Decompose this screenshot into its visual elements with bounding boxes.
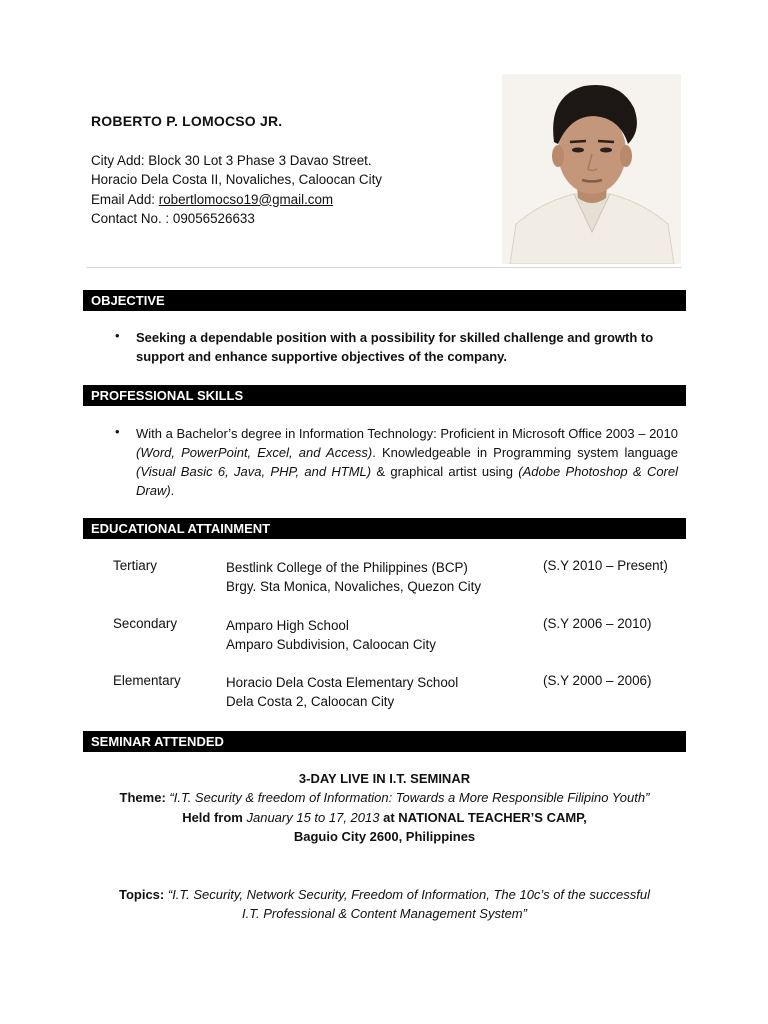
theme-text: “I.T. Security & freedom of Information: Towards a More Responsible Filipino Youth”: [169, 790, 650, 806]
topics-label: Topics:: [118, 887, 165, 902]
seminar-theme: [83, 788, 686, 807]
held-label: Held from: [182, 809, 247, 825]
edu-level-tertiary: Tertiary: [113, 558, 157, 573]
topics-line2: I.T. Professional & Content Management System”: [242, 906, 527, 922]
graphics-apps: (Adobe Photoshop & Corel Draw): [136, 464, 679, 498]
topics-line1: [83, 885, 686, 904]
office-apps: (Word, PowerPoint, Excel, and Access): [136, 445, 373, 460]
objective-text: Seeking a dependable position with a possibility for skilled challenge and growth to support and enhance supportive objectives of the company.: [136, 330, 654, 364]
edu-school-secondary: [226, 616, 436, 655]
seminar-topics: [83, 885, 686, 924]
held-dates: January 15 to 17, 2013: [246, 809, 380, 825]
held-at: at: [379, 809, 399, 825]
skills-text-3: & graphical artist using: [371, 464, 519, 479]
edu-school-tertiary: [226, 558, 481, 597]
seminar-details: [83, 769, 686, 846]
edu-level-elementary: Elementary: [113, 673, 181, 688]
profile-photo: [502, 74, 681, 264]
edu-level-secondary: Secondary: [113, 616, 178, 631]
objective-bullet: •: [115, 328, 120, 343]
edu-years-elementary: (S.Y 2000 – 2006): [543, 673, 652, 688]
theme-label: Theme:: [119, 790, 166, 806]
contact-number: Contact No. : 09056526633: [91, 210, 255, 226]
school-address: Dela Costa 2, Caloocan City: [226, 694, 395, 710]
seminar-title: 3-DAY LIVE IN I.T. SEMINAR: [298, 771, 471, 786]
topics-text-1: “I.T. Security, Network Security, Freedom of Information, The 10c’s of the successful: [167, 887, 651, 902]
skills-text-2: . Knowledgeable in Programming system language: [372, 445, 678, 460]
skills-text-4: .: [170, 483, 175, 498]
seminar-heading: SEMINAR ATTENDED: [83, 731, 686, 752]
school-name: Bestlink College of the Philippines (BCP): [226, 560, 468, 575]
edu-years-secondary: (S.Y 2006 – 2010): [543, 616, 652, 631]
email-line: [91, 190, 382, 209]
city-address-line2: Horacio Dela Costa II, Novaliches, Caloocan City: [91, 172, 382, 188]
school-name: Horacio Dela Costa Elementary School: [226, 675, 459, 690]
city-address: City Add: Block 30 Lot 3 Phase 3 Davao Street.: [91, 153, 372, 168]
header-divider: [86, 267, 682, 268]
email-link[interactable]: robertlomocso19@gmail.com: [158, 191, 334, 207]
programming-languages: (Visual Basic 6, Java, PHP, and HTML): [136, 464, 372, 479]
education-heading: EDUCATIONAL ATTAINMENT: [83, 518, 686, 539]
venue: NATIONAL TEACHER’S CAMP,: [398, 809, 587, 825]
school-address: Brgy. Sta Monica, Novaliches, Quezon City: [226, 579, 482, 595]
applicant-name: ROBERTO P. LOMOCSO JR.: [91, 113, 283, 129]
email-label: Email Add:: [91, 191, 159, 207]
objective-heading: OBJECTIVE: [83, 290, 686, 311]
seminar-city: Baguio City 2600, Philippines: [293, 828, 476, 844]
contact-block: [91, 151, 382, 228]
skills-bullet: •: [115, 424, 120, 439]
school-name: Amparo High School: [226, 618, 349, 633]
edu-years-tertiary: (S.Y 2010 – Present): [543, 558, 668, 573]
skills-text: [136, 424, 678, 500]
school-address: Amparo Subdivision, Caloocan City: [226, 637, 436, 653]
skills-text-1: With a Bachelor’s degree in Information Technology: Proficient in Microsoft Office 2003 – 2010: [136, 426, 678, 441]
edu-school-elementary: [226, 673, 458, 712]
skills-heading: PROFESSIONAL SKILLS: [83, 385, 686, 406]
seminar-held: [83, 808, 686, 827]
